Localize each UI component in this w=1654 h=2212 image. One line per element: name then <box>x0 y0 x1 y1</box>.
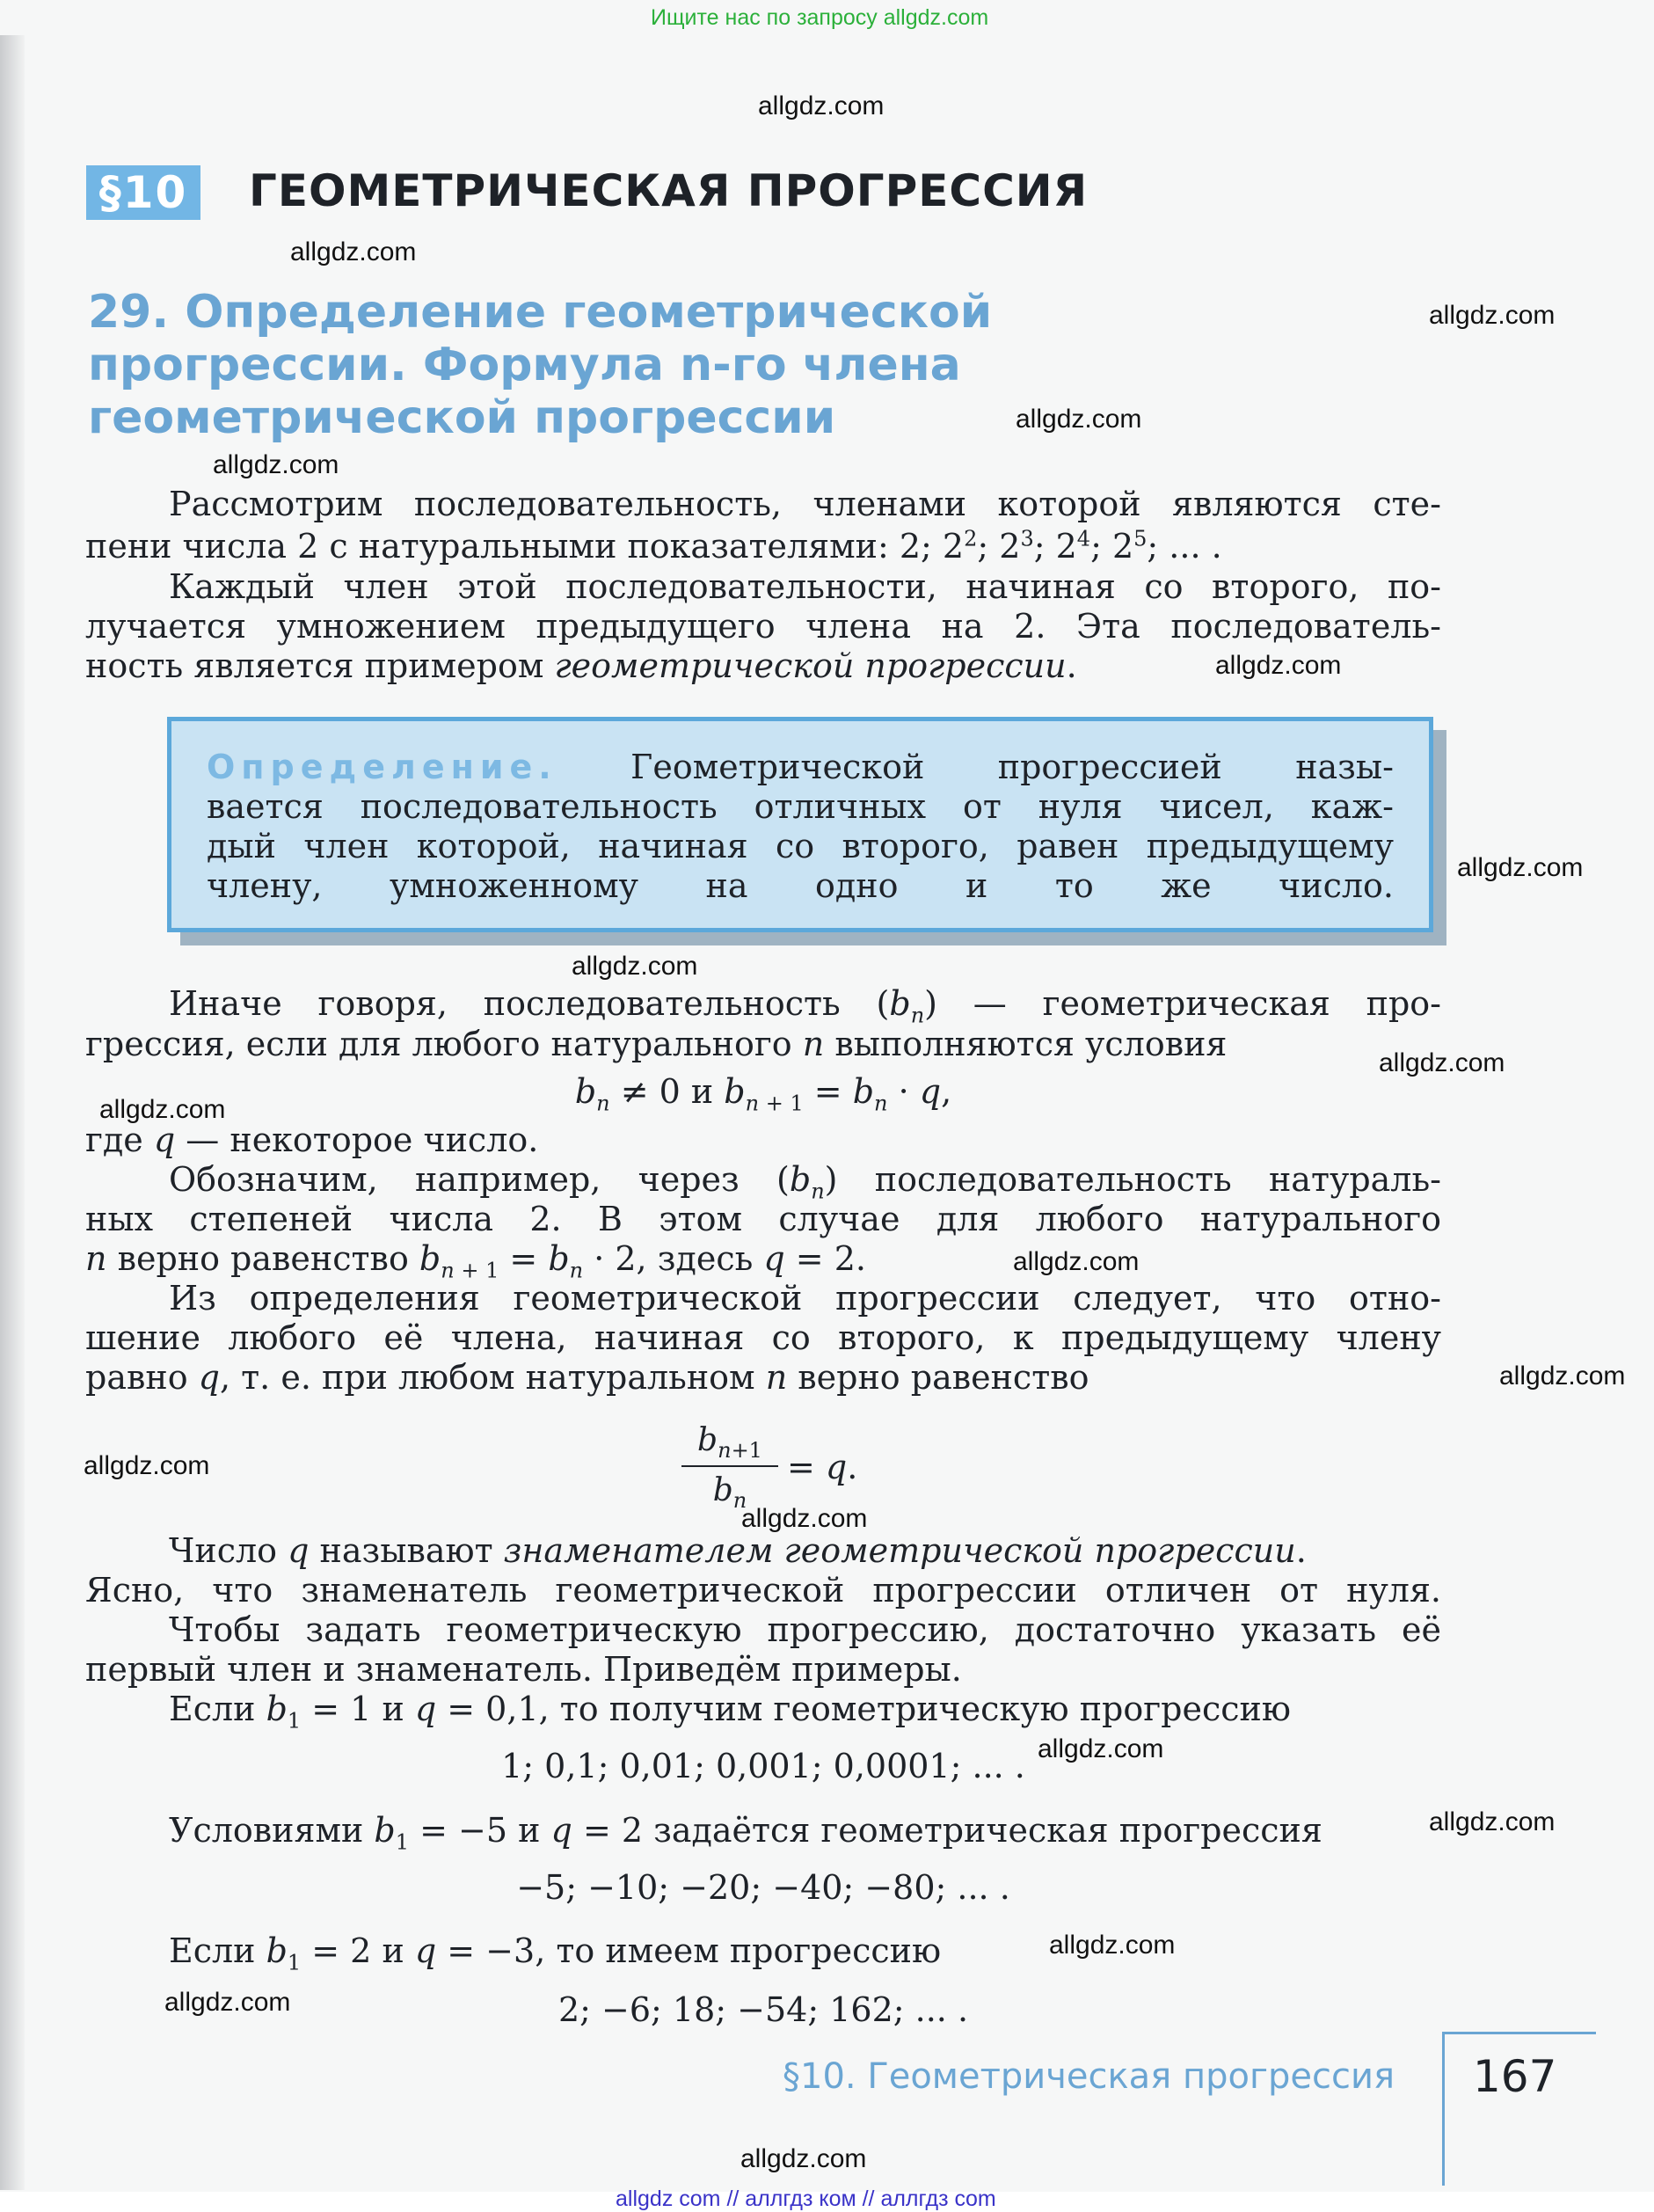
watermark: allgdz.com <box>84 1451 210 1480</box>
footer-divider <box>1442 2032 1445 2186</box>
example-sequence: 2; −6; 18; −54; 162; ... . <box>557 1990 969 2029</box>
text-line: лучается умножением предыдущего члена на 2. Эта последователь- <box>85 607 1441 646</box>
watermark: allgdz.com <box>1457 853 1584 882</box>
text-line: Условиями $b_1 = -5$ и q = 2 задаётся геометрическая прогрессия <box>169 1811 1322 1855</box>
footer-divider <box>1442 2032 1596 2034</box>
text-line: грессия, если для любого натурального n выполняются условия <box>85 1025 1228 1063</box>
fraction-numerator: $b_{n+1}$ <box>697 1422 762 1464</box>
text-line: ность является примером геометрической прогрессии. <box>85 646 1077 685</box>
text-line: Если $b_1 = 1$ и q = 0,1, то получим геометрическую прогрессию <box>169 1690 1291 1734</box>
section-title: ГЕОМЕТРИЧЕСКАЯ ПРОГРЕССИЯ <box>249 165 1089 216</box>
watermark: allgdz.com <box>290 237 417 266</box>
example-sequence: 1; 0,1; 0,01; 0,001; 0,0001; ... . <box>501 1747 1025 1785</box>
watermark: allgdz.com <box>164 1988 291 2017</box>
definition-line: члену, умноженному на одно и то же число. <box>207 866 1394 905</box>
fraction-bar <box>681 1465 778 1467</box>
top-banner[interactable]: Ищите нас по запросу allgdz.com <box>651 5 989 30</box>
watermark: allgdz.com <box>99 1095 226 1124</box>
formula-condition: $b_n \ne 0$ и $b_{n + 1} = b_n \cdot q$, <box>574 1072 952 1116</box>
text-line: первый член и знаменатель. Приведём примеры. <box>85 1650 962 1689</box>
text-line: Рассмотрим последовательность, членами которой являются сте- <box>169 485 1441 523</box>
watermark: allgdz.com <box>1038 1734 1164 1763</box>
watermark: allgdz.com <box>1049 1931 1176 1960</box>
watermark: allgdz.com <box>1379 1048 1505 1077</box>
subsection-title: 29. Определение геометрической прогрессии. Формула n-го члена геометрической прогрессии <box>88 286 993 444</box>
text-line: Каждый член этой последовательности, начиная со второго, по- <box>169 567 1441 606</box>
watermark: allgdz.com <box>572 952 698 981</box>
definition-line: вается последовательность отличных от нуля чисел, каж- <box>207 787 1394 826</box>
text-line: Обозначим, например, через $(b_n)$ последовательность натураль- <box>169 1160 1441 1204</box>
watermark: allgdz.com <box>213 450 339 479</box>
text-line: где q — некоторое число. <box>85 1121 539 1159</box>
watermark: allgdz.com <box>1215 651 1342 680</box>
fraction-denominator: $b_n$ <box>712 1472 747 1514</box>
watermark: allgdz.com <box>758 91 885 120</box>
text-line: Иначе говоря, последовательность $(b_n)$ — геометрическая про- <box>169 984 1441 1028</box>
definition-line: дый член которой, начиная со второго, равен предыдущему <box>207 827 1394 865</box>
text-line: Чтобы задать геометрическую прогрессию, достаточно указать её <box>169 1610 1441 1649</box>
definition-line: Определение. Геометрической прогрессией назы- <box>207 748 1394 786</box>
watermark: allgdz.com <box>740 2144 867 2173</box>
text-line: Если $b_1 = 2$ и q = −3, то имеем прогрессию <box>169 1931 942 1975</box>
example-sequence: −5; −10; −20; −40; −80; ... . <box>516 1868 1010 1907</box>
watermark: allgdz.com <box>741 1504 868 1533</box>
running-footer: §10. Геометрическая прогрессия <box>783 2056 1395 2097</box>
watermark: allgdz.com <box>1013 1247 1140 1276</box>
definition-box <box>167 717 1433 932</box>
text-line: пени числа 2 с натуральными показателями: 2; $2^2$; $2^3$; $2^4$; $2^5$; ... . <box>85 526 1222 566</box>
text-line: Ясно, что знаменатель геометрической прогрессии отличен от нуля. <box>85 1571 1441 1610</box>
watermark: allgdz.com <box>1016 405 1142 434</box>
bottom-banner[interactable]: allgdz com // аллгдз ком // аллгдз com <box>616 2186 996 2211</box>
watermark: allgdz.com <box>1499 1362 1626 1391</box>
page-edge-shadow <box>0 35 25 2190</box>
text-line: шение любого её члена, начиная со второго, к предыдущему члену <box>85 1318 1441 1357</box>
text-line: Число q называют знаменателем геометрической прогрессии. <box>169 1531 1307 1570</box>
page-number: 167 <box>1473 2051 1557 2102</box>
fraction-equals: = q. <box>787 1448 858 1486</box>
watermark: allgdz.com <box>1429 1807 1556 1836</box>
text-line: n верно равенство $b_{n + 1} = b_n \cdot 2$, здесь q = 2. <box>85 1239 866 1283</box>
watermark: allgdz.com <box>1429 301 1556 330</box>
section-number-badge: §10 <box>86 165 200 220</box>
text-line: равно q, т. е. при любом натуральном n верно равенство <box>85 1358 1089 1397</box>
text-line: ных степеней числа 2. В этом случае для любого натурального <box>85 1200 1441 1238</box>
definition-label: Определение. <box>207 748 557 786</box>
text-line: Из определения геометрической прогрессии следует, что отно- <box>169 1279 1441 1318</box>
